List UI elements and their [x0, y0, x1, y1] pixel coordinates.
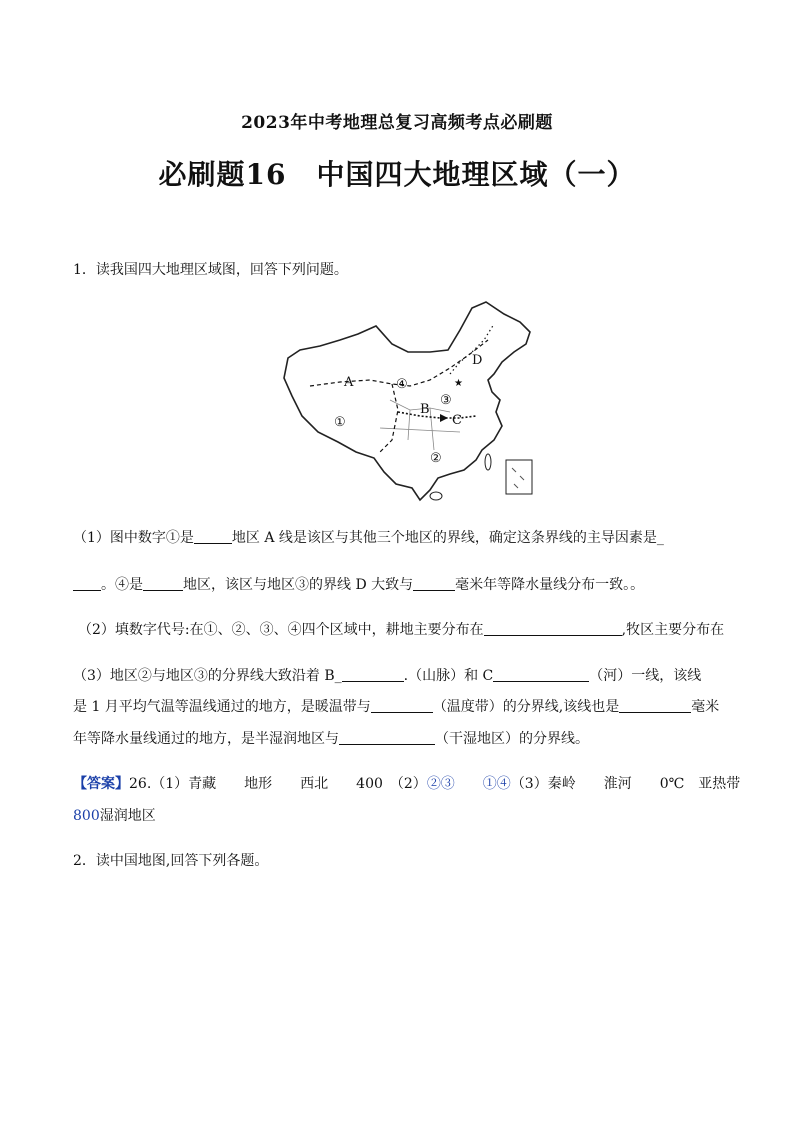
answer-blank[interactable]: [413, 575, 455, 591]
series-title: 2023年中考地理总复习高频考点必刷题: [241, 113, 553, 133]
south-sea-inset: [506, 460, 532, 494]
question-1-stem: 1．读我国四大地理区域图，回答下列问题。: [73, 262, 348, 278]
answer-blank[interactable]: [619, 697, 691, 713]
answer-line-1: 【答案】26.（1）青藏 地形 西北 400 （2）②③ ①④（3）秦岭 淮河 0℃ 亚热带: [73, 776, 741, 792]
boundary-line-west: [380, 384, 398, 452]
title-name: 中国四大地理区域（一）: [316, 158, 636, 191]
question-1-part-1-line-1: （1）图中数字①是 地区 A 线是该区与其他三个地区的界线，确定这条界线的主导因素是_: [73, 530, 664, 546]
question-1-part-1-line-2: 。④是 地区，该区与地区③的界线 D 大致与 毫米年等降水量线分布一致。。: [73, 575, 644, 595]
answer-blank[interactable]: [194, 528, 232, 544]
map-label-region2: ②: [430, 451, 442, 466]
map-label-line-b: B: [420, 402, 430, 417]
answer-blank[interactable]: [73, 575, 101, 591]
question-1-part-2: （2）填数字代号:在①、②、③、④四个区域中，耕地主要分布在 ,牧区主要分布在: [78, 622, 725, 638]
map-label-line-d: D: [472, 353, 483, 368]
question-1-part-3-line-2: 是 1 月平均气温等温线通过的地方，是暖温带与 （温度带）的分界线,该线也是 毫米: [73, 699, 720, 715]
map-label-region1: ①: [334, 415, 346, 430]
answer-label: 【答案】: [73, 776, 129, 792]
china-regions-map: [280, 300, 542, 506]
map-label-region3: ③: [440, 393, 452, 408]
taiwan-island: [485, 454, 491, 470]
map-label-line-a: A: [344, 375, 354, 390]
china-outline: [284, 302, 530, 500]
map-label-line-c: C: [452, 413, 462, 428]
answer-line-2: 800湿润地区: [73, 808, 156, 824]
answer-blank[interactable]: [342, 666, 404, 682]
answer-blank[interactable]: [339, 729, 435, 745]
question-1-part-3-line-1: （3）地区②与地区③的分界线大致沿着 B_ .（山脉）和 C （河）一线，该线: [73, 668, 702, 684]
page-title: [0, 153, 794, 193]
title-number: 必刷题16: [158, 158, 287, 191]
map-label-region4: ④: [396, 377, 408, 392]
hainan-island: [430, 492, 442, 500]
answer-blank[interactable]: [493, 666, 589, 682]
answer-blank[interactable]: [143, 575, 183, 591]
capital-star-icon: ★: [454, 378, 463, 389]
answer-blank[interactable]: [484, 620, 622, 636]
question-2-stem: 2．读中国地图,回答下列各题。: [73, 853, 269, 869]
question-1-part-3-line-3: 年等降水量线通过的地方，是半湿润地区与 （干湿地区）的分界线。: [73, 731, 589, 747]
answer-blank[interactable]: [371, 697, 433, 713]
